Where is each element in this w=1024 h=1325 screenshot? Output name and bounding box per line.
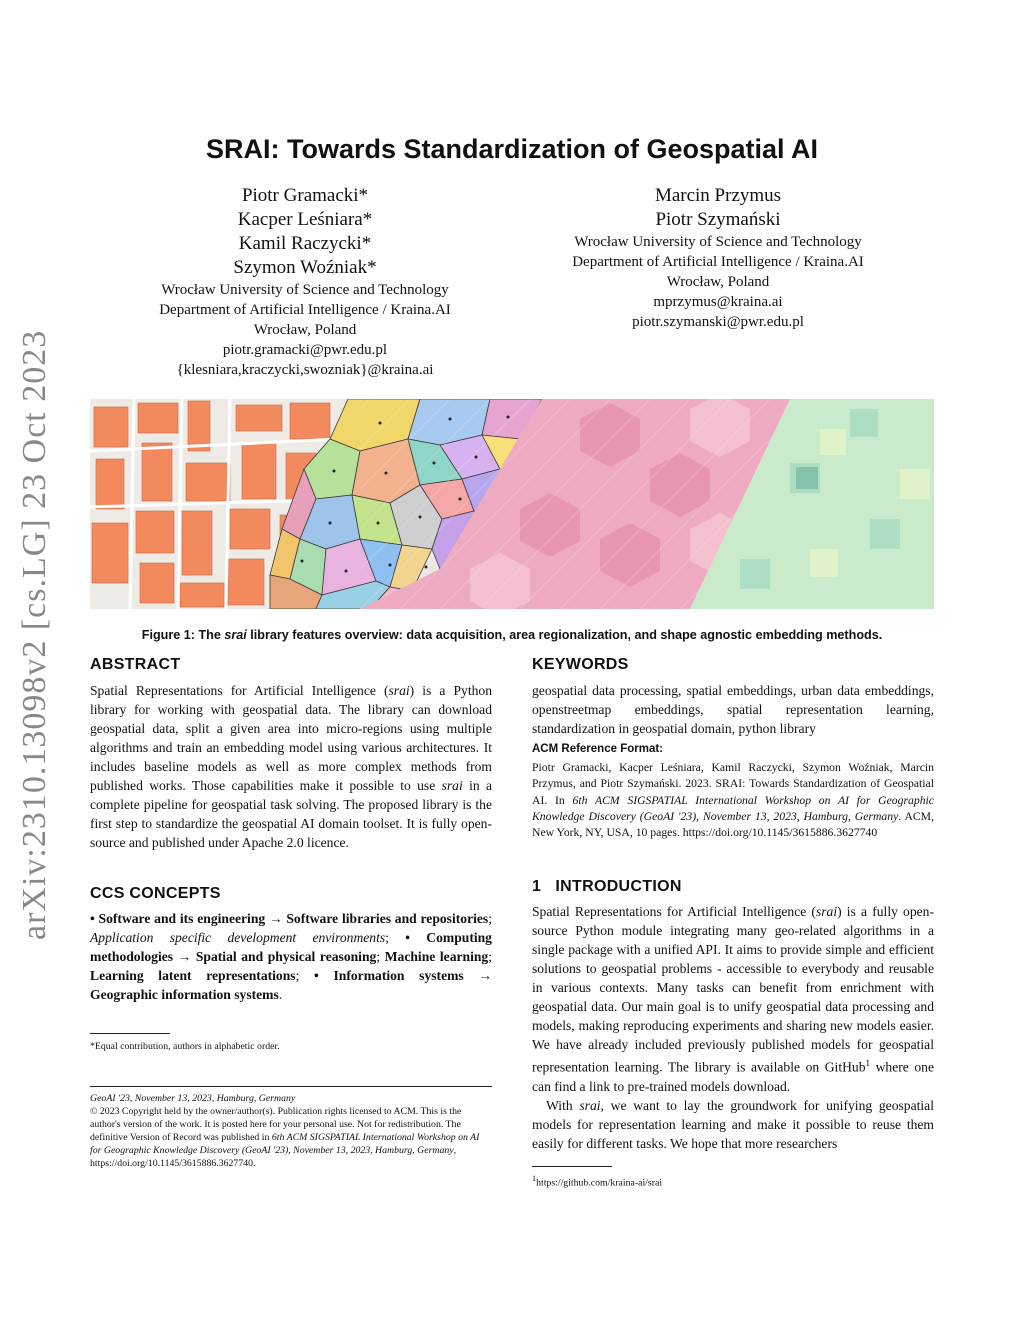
abstract-text: in a complete pipeline for geospatial task solving. The proposed library is the first step to standardize the geospatial AI domain toolset. It is fully open-source and published under Apache 2.0 licence. [90, 778, 492, 850]
author-name: Kamil Raczycki* [238, 233, 372, 254]
intro-text: Spatial Representations for Artificial Intelligence ( [532, 904, 816, 919]
acm-reference-venue: 6th ACM SIGSPATIAL International Workshop on AI for Geographic Knowledge Discovery (GeoAI '23), November 13, 2023, Hamburg, Germany [532, 793, 934, 823]
copyright-doi[interactable]: , https://doi.org/10.1145/3615886.3627740. [90, 1145, 457, 1169]
acm-reference-body [532, 760, 934, 841]
caption-prefix: Figure 1: The [141, 628, 225, 642]
author-email[interactable]: {klesniara,kraczycki,swozniak}@kraina.ai [176, 362, 434, 378]
copyright-block [90, 1092, 492, 1170]
ccs-concept: Learning latent representations [90, 968, 296, 983]
intro-text: ) is a fully open-source Python module integrating many geo-related algorithms in a single package with a unified API. It aims to provide simple and efficient solutions to geospatial problems - accessible to everybody and reusable in various contexts. Many tasks can benefit from enrichment with geospatial data. Our main goal is to unify geospatial data processing and models, making reproducing experiments and sharing new models easier. We have already included previously published models for geospatial representation learning. The library is available on GitHub [532, 904, 934, 1075]
abstract-emphasis: srai [441, 778, 463, 793]
author-affiliation: Department of Artificial Intelligence / Kraina.AI [159, 302, 451, 318]
caption-suffix: library features overview: data acquisition, area regionalization, and shape agnostic embedding methods. [246, 628, 883, 642]
intro-emphasis: srai [815, 904, 838, 919]
intro-text: With [546, 1097, 580, 1113]
figure-caption [90, 628, 934, 642]
ccs-separator: ; [295, 968, 315, 983]
abstract-text: Spatial Representations for Artificial Intelligence ( [90, 683, 389, 698]
ccs-separator: ; [488, 911, 492, 926]
caption-emphasis: srai [224, 628, 247, 642]
ccs-concept: • Software and its engineering → Software libraries and repositories [90, 911, 489, 926]
author-affiliation: Wrocław, Poland [253, 322, 357, 338]
ccs-concept: Application specific development environments [90, 930, 386, 945]
author-name: Szymon Woźniak* [233, 257, 377, 278]
copyright-venue: GeoAI '23, November 13, 2023, Hamburg, Germany [90, 1093, 296, 1104]
github-link[interactable]: https://github.com/kraina-ai/srai [536, 1177, 663, 1189]
intro-emphasis: srai [579, 1097, 601, 1113]
footnote-github [532, 1172, 662, 1189]
ccs-concept: • Information systems → Geographic information systems [90, 968, 492, 1002]
author-name: Piotr Gramacki* [241, 185, 369, 206]
author-name: Marcin Przymus [654, 185, 782, 206]
author-name: Piotr Szymański [655, 209, 781, 230]
abstract-body [90, 681, 492, 852]
introduction-body [532, 902, 934, 1153]
author-email[interactable]: mprzymus@kraina.ai [653, 294, 783, 310]
footnote-rule [90, 1033, 170, 1034]
ccs-separator: ; [385, 930, 406, 945]
keywords-heading: KEYWORDS [532, 656, 629, 673]
ccs-concept: Machine learning [384, 949, 489, 964]
introduction-heading: 1 INTRODUCTION [532, 878, 682, 895]
copyright-text [90, 1105, 492, 1170]
author-block-right [548, 184, 888, 332]
footnote-mark: 1 [532, 1174, 537, 1183]
intro-paragraph-1 [532, 902, 934, 1096]
acm-reference-text[interactable]: . ACM, New York, NY, USA, 10 pages. https://doi.org/10.1145/3615886.3627740 [532, 809, 934, 840]
author-email[interactable]: piotr.gramacki@pwr.edu.pl [222, 342, 388, 358]
author-name: Kacper Leśniara* [237, 209, 373, 230]
ccs-concept: • Computing methodologies → Spatial and physical reasoning [90, 930, 492, 964]
author-affiliation: Wrocław University of Science and Technology [574, 234, 862, 250]
figure-overview-image [90, 399, 934, 609]
intro-paragraph-2 [532, 1096, 934, 1153]
abstract-text: ) is a Python library for working with geospatial data. The library can download geospatial data, split a given area into micro-regions using multiple algorithms and train an embedding model using various architectures. It includes baseline models as well as more complex methods from published works. Those capabilities make it possible to use [90, 683, 492, 793]
author-affiliation: Department of Artificial Intelligence / Kraina.AI [572, 254, 864, 270]
footnote-equal-contribution: *Equal contribution, authors in alphabetic order. [90, 1041, 280, 1052]
ccs-separator: ; [376, 949, 385, 964]
keywords-body: geospatial data processing, spatial embeddings, urban data embeddings, openstreetmap embeddings, spatial representation learning, standardization in geospatial domain, python library [532, 683, 934, 736]
author-block-left [140, 184, 470, 380]
copyright-rule [90, 1086, 492, 1087]
footnote-rule [532, 1166, 612, 1167]
intro-text: where one can find a link to pre-trained models download. [532, 1059, 934, 1094]
paper-title: SRAI: Towards Standardization of Geospatial AI [205, 134, 819, 164]
author-affiliation: Wrocław, Poland [666, 274, 770, 290]
ccs-body [90, 909, 492, 1004]
ccs-separator: ; [488, 949, 493, 964]
arxiv-identifier: arXiv:2310.13098v2 [cs.LG] 23 Oct 2023 [16, 329, 53, 940]
ccs-separator: . [278, 987, 283, 1002]
abstract-emphasis: srai [388, 683, 410, 698]
copyright-line: © 2023 Copyright held by the owner/author(s). Publication rights licensed to ACM. This is the author's version of the work. It is posted here for your personal use. Not for redistribution. The definitive Version of Record was published in [90, 1106, 462, 1143]
abstract-heading: ABSTRACT [90, 656, 181, 673]
author-affiliation: Wrocław University of Science and Technology [161, 282, 449, 298]
ccs-heading: CCS CONCEPTS [90, 885, 221, 902]
acm-reference-text: Piotr Gramacki, Kacper Leśniara, Kamil Raczycki, Szymon Woźniak, Marcin Przymus, and Piotr Szymański. 2023. SRAI: Towards Standardization of Geospatial AI. In [532, 761, 934, 807]
footnote-mark: 1 [865, 1058, 871, 1068]
copyright-venue-full: 6th ACM SIGSPATIAL International Workshop on AI for Geographic Knowledge Discovery (GeoAI '23), November 13, 2023, Hamburg, Germany [90, 1132, 480, 1156]
intro-text: , we want to lay the groundwork for unifying geospatial models for representation learning and make it possible to reuse them easily for different tasks. We hope that more researchers [532, 1097, 934, 1151]
acm-reference-heading: ACM Reference Format: [532, 743, 663, 755]
author-email[interactable]: piotr.szymanski@pwr.edu.pl [632, 314, 804, 330]
